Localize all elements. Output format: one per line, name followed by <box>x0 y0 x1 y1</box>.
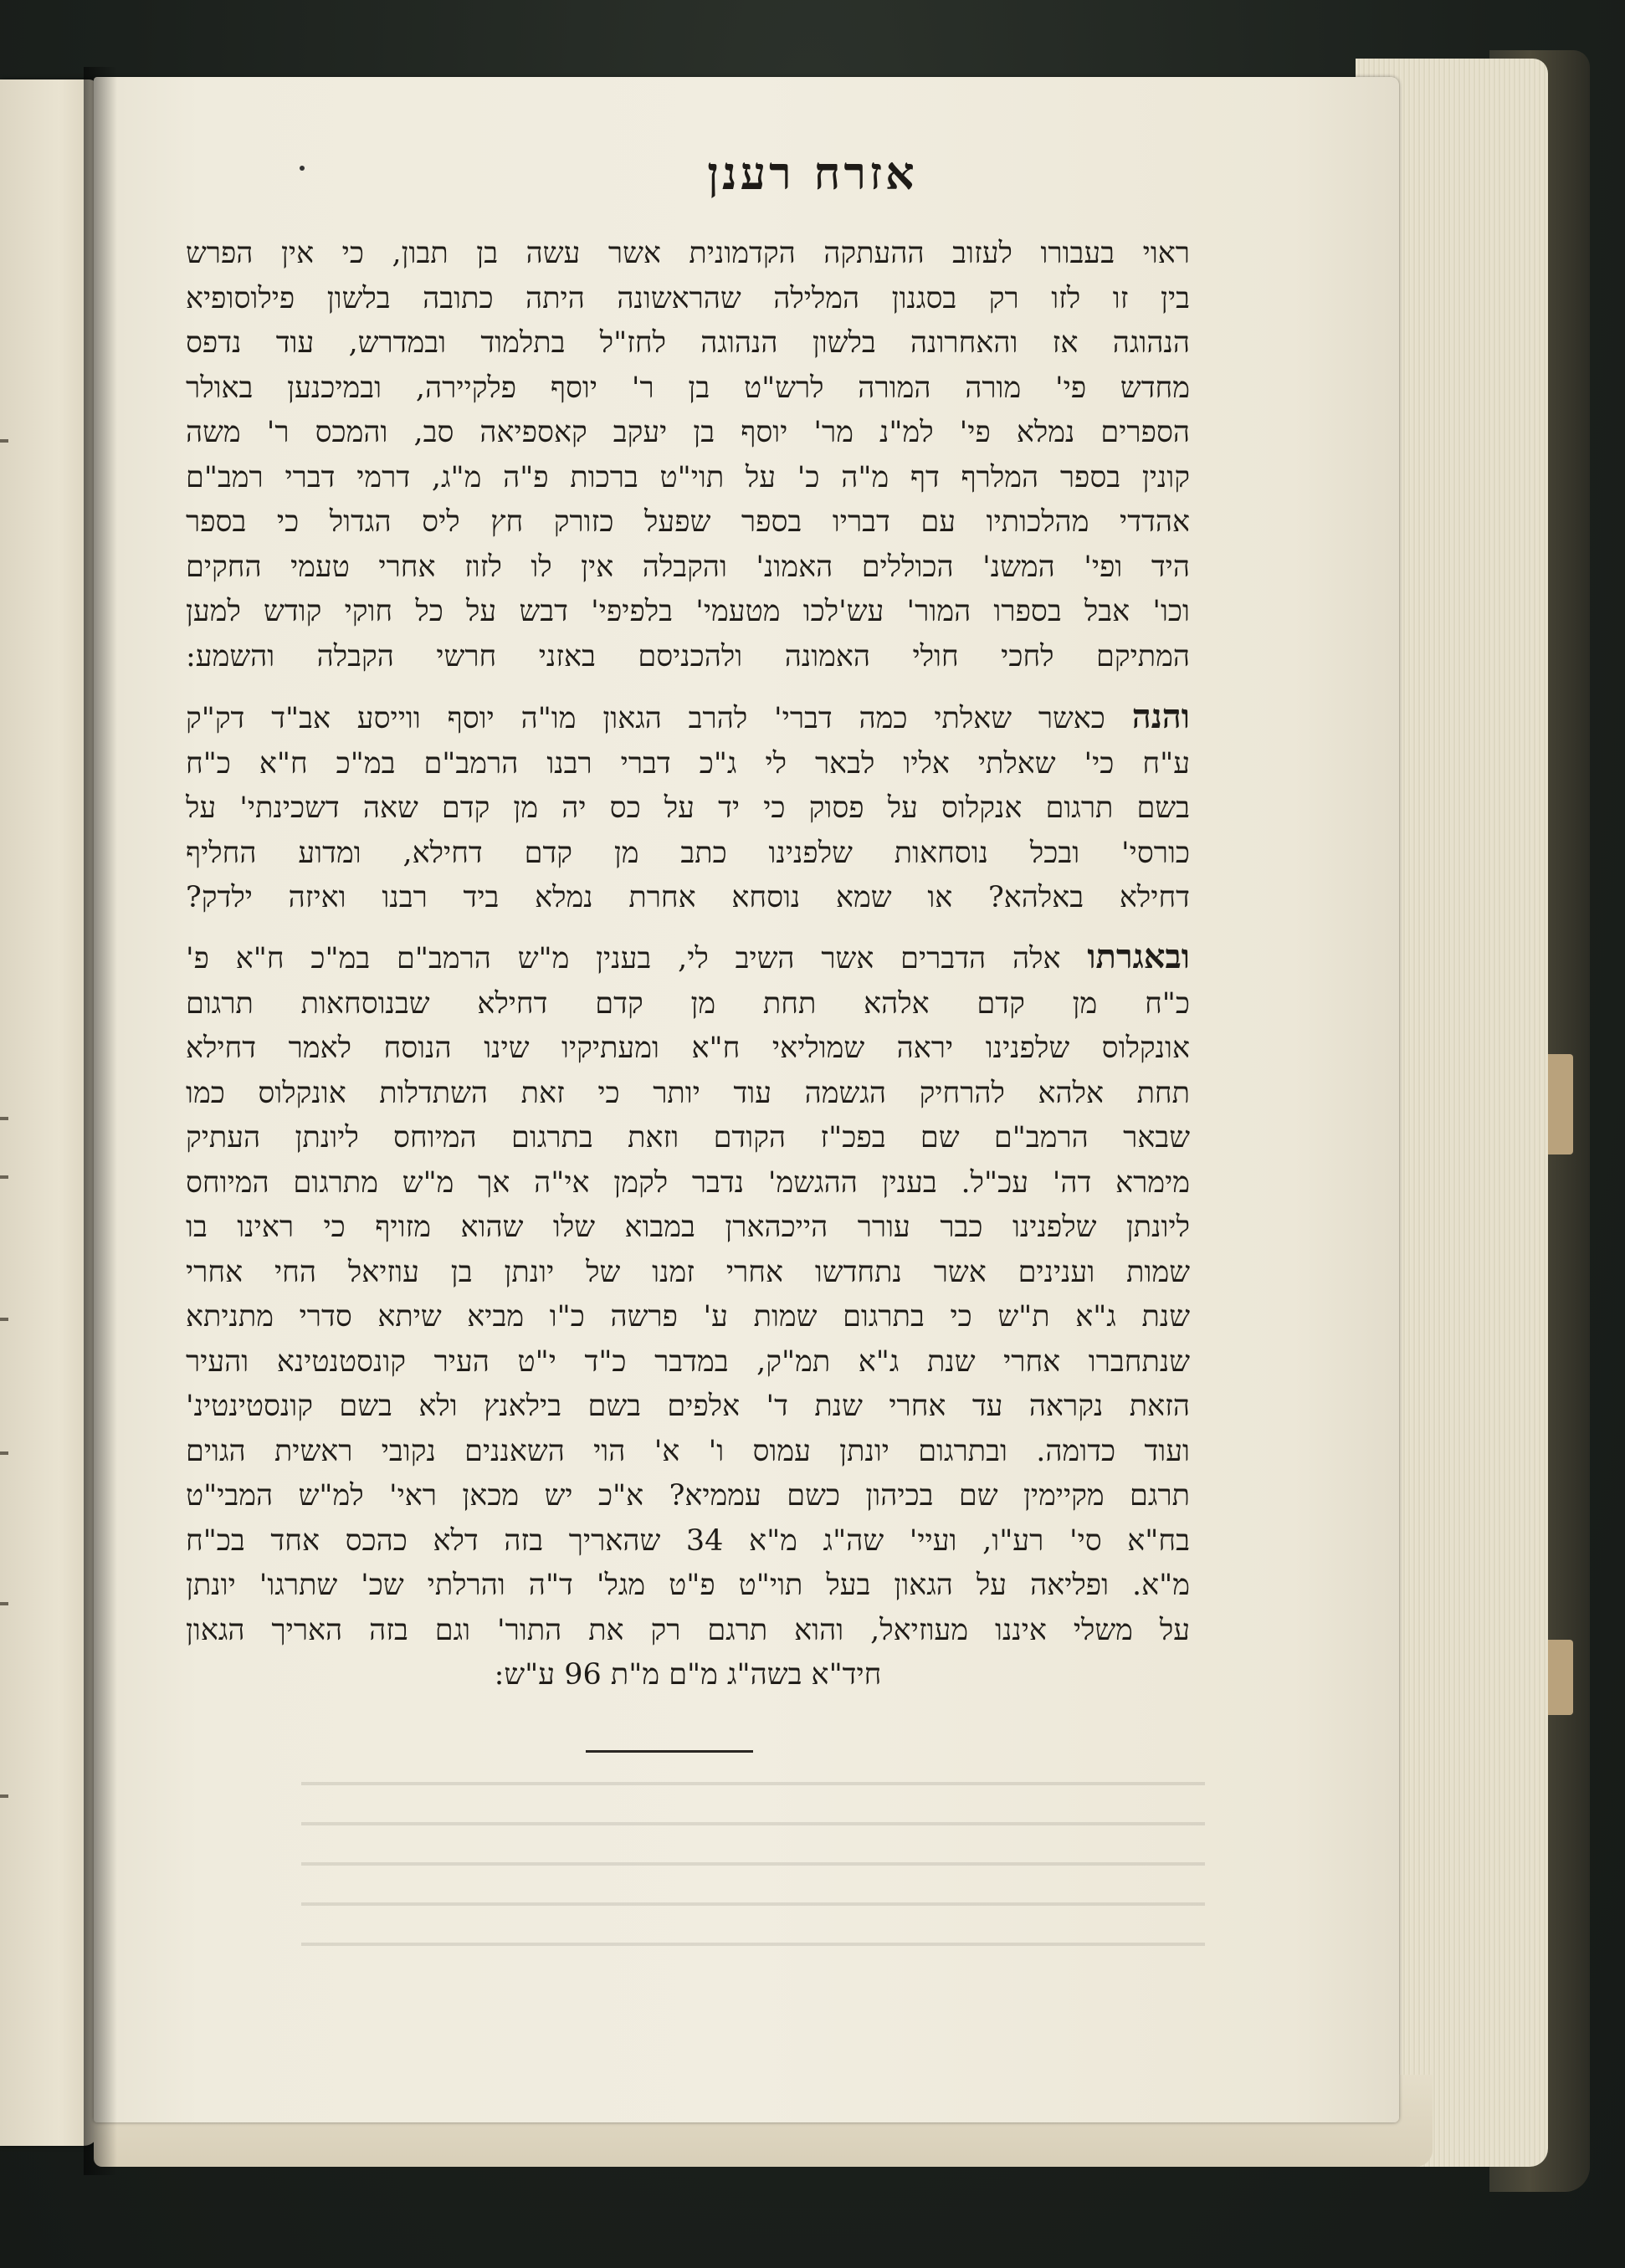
left-page-mark <box>0 439 8 443</box>
left-page-mark <box>0 1318 8 1321</box>
text-line: תחת אלהא להרחיק הגשמה עוד יותר כי זאת השתדלות אונקלוס כמו <box>186 1076 1190 1110</box>
text-line: הספרים נמלא פי' למ"נ מר' יוסף בן יעקב קאספיאה סב, והמכס ר' משה <box>186 416 1190 449</box>
text-line: שנת ג"א ת"ש כי בתרגום שמות ע' פרשה כ"ו מביא שיתא סדרי מתניתא <box>186 1300 1190 1334</box>
gutter-shadow <box>84 67 117 2175</box>
text-line: מימרא דה' עכ"ל. בענין ההגשמ' נדבר לקמן אי"ה אך מ"ש מתרגום המיוחס <box>186 1165 1190 1200</box>
text-line: אונקלוס שלפנינו יראה שמוליאי ח"א ומעתיקיו שינו הנוסח לאמר דחילא <box>186 1032 1190 1065</box>
text-line-rest: אלה הדברים אשר השיב לי, בענין מ"ש הרמב"ם במ"כ ח"א פ' <box>186 942 1061 975</box>
left-page-mark <box>0 1794 8 1798</box>
page-title: אזרח רענן <box>707 146 918 200</box>
text-line: תרגם מקיימין שם בכיהון כשם עממיא? א"כ יש מכאן ראי' למ"ש המבי"ט <box>186 1479 1190 1513</box>
text-line: ליונתן שלפנינו כבר עורר הייכהארן במבוא שלו שהוא מזויף כי ראינו בו <box>186 1211 1190 1244</box>
text-line: בין זו לזו רק בסגנון המלילה שהראשונה היתה כתובה בלשון פילוסופיא <box>186 281 1190 315</box>
text-line-last: חיד"א בשה"ג מ"ם מ"ת 96 ע"ש: <box>494 1658 882 1692</box>
text-line <box>186 694 1190 742</box>
text-line: היד ופי' המשנ' הכוללים האמונ' והקבלה אין לו לזוז אחרי טעמי החקים <box>186 550 1190 584</box>
text-line: הזאת נקראה עד אחרי שנת ד' אלפים בשם בילאנץ ולא בשם קונסטינטינ' <box>186 1390 1190 1423</box>
left-page-mark <box>0 1117 8 1120</box>
section-rule <box>586 1750 753 1753</box>
text-line: שבאר הרמב"ם שם בפכ"ז הקודם וזאת בתרגום המיוחס ליונתן העתיק <box>186 1121 1190 1154</box>
text-line: ועוד כדומה. ובתרגום יונתן עמוס ו' א' הוי השאננים נקובי ראשית הגוים <box>186 1434 1190 1468</box>
text-line: קונין בספר המלרף דף מ"ה כ' על תוי"ט ברכות פ"ה מ"ג, דרמי דברי רמב"ם <box>186 460 1190 494</box>
text-line: כורסי' ובכל נוסחאות שלפנינו כתב מן קדם דחילא, ומדוע החליף <box>186 836 1190 870</box>
left-page-mark <box>0 1175 8 1179</box>
left-page-mark <box>0 1602 8 1605</box>
text-line: מ"א. ופליאה על הגאון בעל תוי"ט פ"ט מגל' ד"ה והרלתי שכ' שתרגו' יונתן <box>186 1569 1190 1602</box>
paragraph-lead-word: ובאגרתו <box>1087 937 1190 976</box>
text-line: דחילא באלהא? או שמא נוסחא אחרת נמלא ביד רבנו ואיזה ילדק? <box>186 881 1190 914</box>
left-page-mark <box>0 1451 8 1455</box>
running-header <box>0 146 1625 200</box>
text-line: שמות וענינים אשר נתחדשו אחרי זמנו של יונתן בן עוזיאל החי אחרי <box>186 1255 1190 1289</box>
text-line: שנתחברו אחרי שנת ג"א תמ"ק, במדבר כ"ד י"ט העיר קונסטנטינא והעיר <box>186 1344 1190 1379</box>
text-line <box>186 934 1190 982</box>
paragraph-3 <box>186 934 1190 1698</box>
paragraph-1 <box>186 232 1190 679</box>
paragraph-2 <box>186 694 1190 921</box>
text-line: על משלי איננו מעוזיאל, והוא תרגם רק את התור' וגם בזה האריך הגאון <box>186 1613 1190 1647</box>
text-line: בח"א סי' רע"ו, ועיי' שה"ג מ"א 34 שהאריך בזה דלא כהכס אחד בכ"ח <box>186 1523 1190 1558</box>
text-line: המתיקם לחכי חולי האמונה ולהכניסם באזני חרשי הקבלה והשמע: <box>186 639 1190 673</box>
text-line: ראוי בעבורו לעזוב ההעתקה הקדמונית אשר עשה בן תבון, כי אין הפרש <box>186 237 1190 270</box>
text-line: וכו' אבל בספרו המור' עש'לכו מטעמי' בלפיפי' דבש על כל חוקי קודש למען <box>186 595 1190 628</box>
text-line: ע"ח כי' שאלתי אליו לבאר לי ג"כ דברי רבנו הרמב"ם במ"כ ח"א כ"ח <box>186 746 1190 781</box>
text-line-rest: כאשר שאלתי כמה דברי' להרב הגאון מו"ה יוסף ווייסע אב"ד דק"ק <box>186 702 1105 735</box>
text-line: בשם תרגום אנקלוס על פסוק כי יד על כס יה מן קדם שאה דשכינתי' על <box>186 791 1190 825</box>
paragraph-lead-word: והנה <box>1131 697 1190 736</box>
text-line: אהדדי מהלכותיו עם דבריו בספר שפעל כזורק חץ ליס הגדול כי בספר <box>186 505 1190 539</box>
text-line: כ"ח מן קדם אלהא תחת מן קדם דחילא שבנוסחאות תרגום <box>186 986 1190 1021</box>
text-line: הנהוגה אז והאחרונה בלשון הנהוגה לחז"ל בתלמוד ובמדרש, עוד נדפס <box>186 326 1190 360</box>
bleed-through-text <box>301 1782 1205 1974</box>
text-line: מחדש פי' מורה המורה לרש"ט בן ר' יוסף פלקיירה, ובמיכנען באולר <box>186 371 1190 405</box>
